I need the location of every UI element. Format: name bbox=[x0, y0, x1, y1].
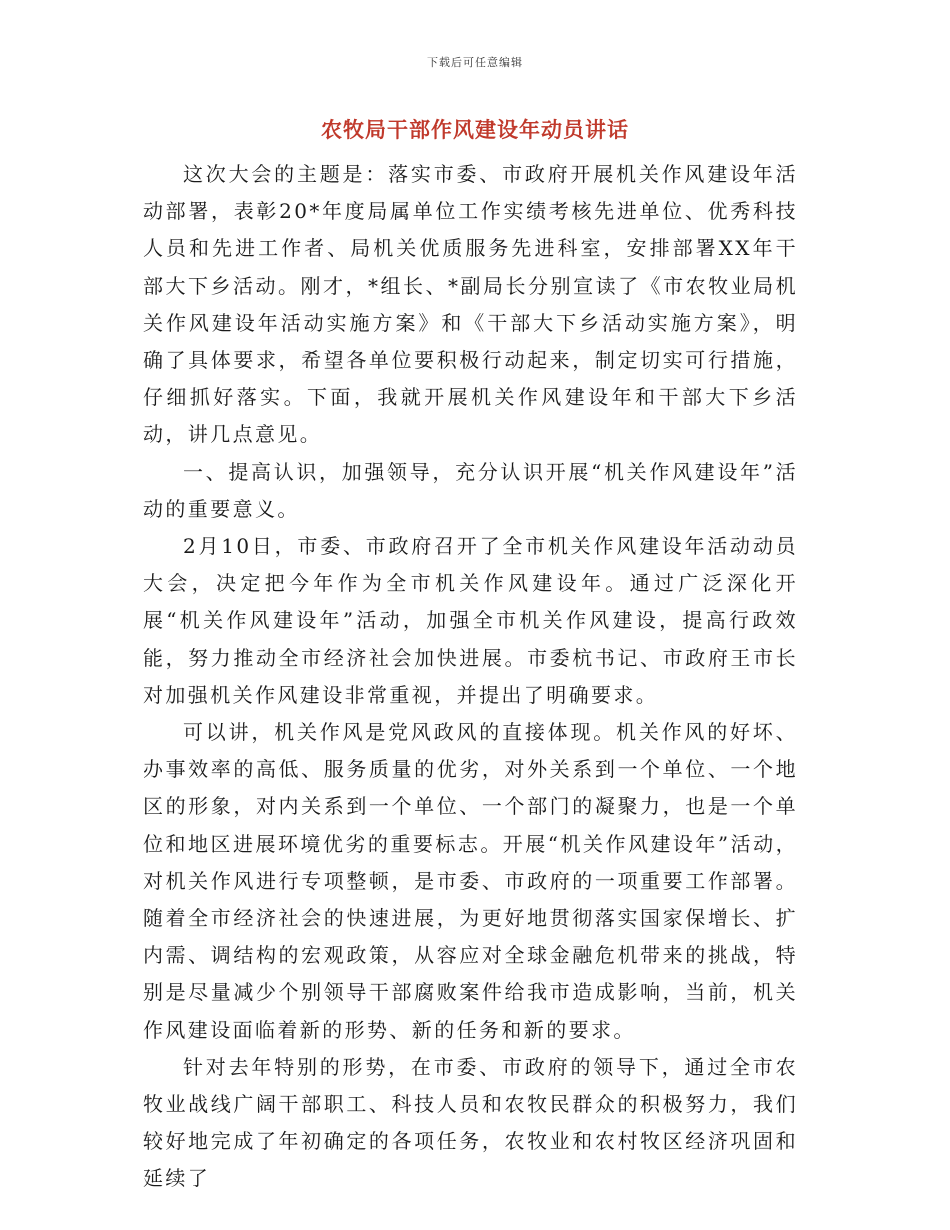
header-note: 下载后可任意编辑 bbox=[427, 56, 523, 69]
paragraph-meeting: 2月10日，市委、市政府召开了全市机关作风建设年活动动员大会，决定把今年作为全市机关作风建设年。通过广泛深化开展“机关作风建设年”活动，加强全市机关作风建设，提高行政效能，努力推动全市经济社会加快进展。市委杭书记、市政府王市长对加强机关作风建设非常重视，并提出了明确要求。 bbox=[143, 534, 798, 707]
paragraph-intro: 这次大会的主题是：落实市委、市政府开展机关作风建设年活动部署，表彰20*年度局属单位工作实绩考核先进单位、优秀科技人员和先进工作者、局机关优质服务先进科室，安排部署XX年干部大下乡活动。刚才，*组长、*副局长分别宣读了《市农牧业局机关作风建设年活动实施方案》和《干部大下乡活动实施方案》，明确了具体要求，希望各单位要积极行动起来，制定切实可行措施，仔细抓好落实。下面，我就开展机关作风建设年和干部大下乡活动，讲几点意见。 bbox=[143, 162, 798, 447]
paragraph-last-year: 针对去年特别的形势，在市委、市政府的领导下，通过全市农牧业战线广阔干部职工、科技人员和农牧民群众的积极努力，我们较好地完成了年初确定的各项任务，农牧业和农村牧区经济巩固和延续了 bbox=[143, 1054, 798, 1191]
paragraph-section-heading: 一、提高认识，加强领导，充分认识开展“机关作风建设年”活动的重要意义。 bbox=[143, 459, 798, 521]
document-body bbox=[143, 156, 798, 1198]
paragraph-style-importance: 可以讲，机关作风是党风政风的直接体现。机关作风的好坏、办事效率的高低、服务质量的优劣，对外关系到一个单位、一个地区的形象，对内关系到一个单位、一个部门的凝聚力，也是一个单位和地区进展环境优劣的重要标志。开展“机关作风建设年”活动，对机关作风进行专项整顿，是市委、市政府的一项重要工作部署。随着全市经济社会的快速进展，为更好地贯彻落实国家保增长、扩内需、调结构的宏观政策，从容应对全球金融危机带来的挑战，特别是尽量减少个别领导干部腐败案件给我市造成影响，当前，机关作风建设面临着新的形势、新的任务和新的要求。 bbox=[143, 720, 798, 1042]
document-title: 农牧局干部作风建设年动员讲话 bbox=[321, 118, 629, 142]
